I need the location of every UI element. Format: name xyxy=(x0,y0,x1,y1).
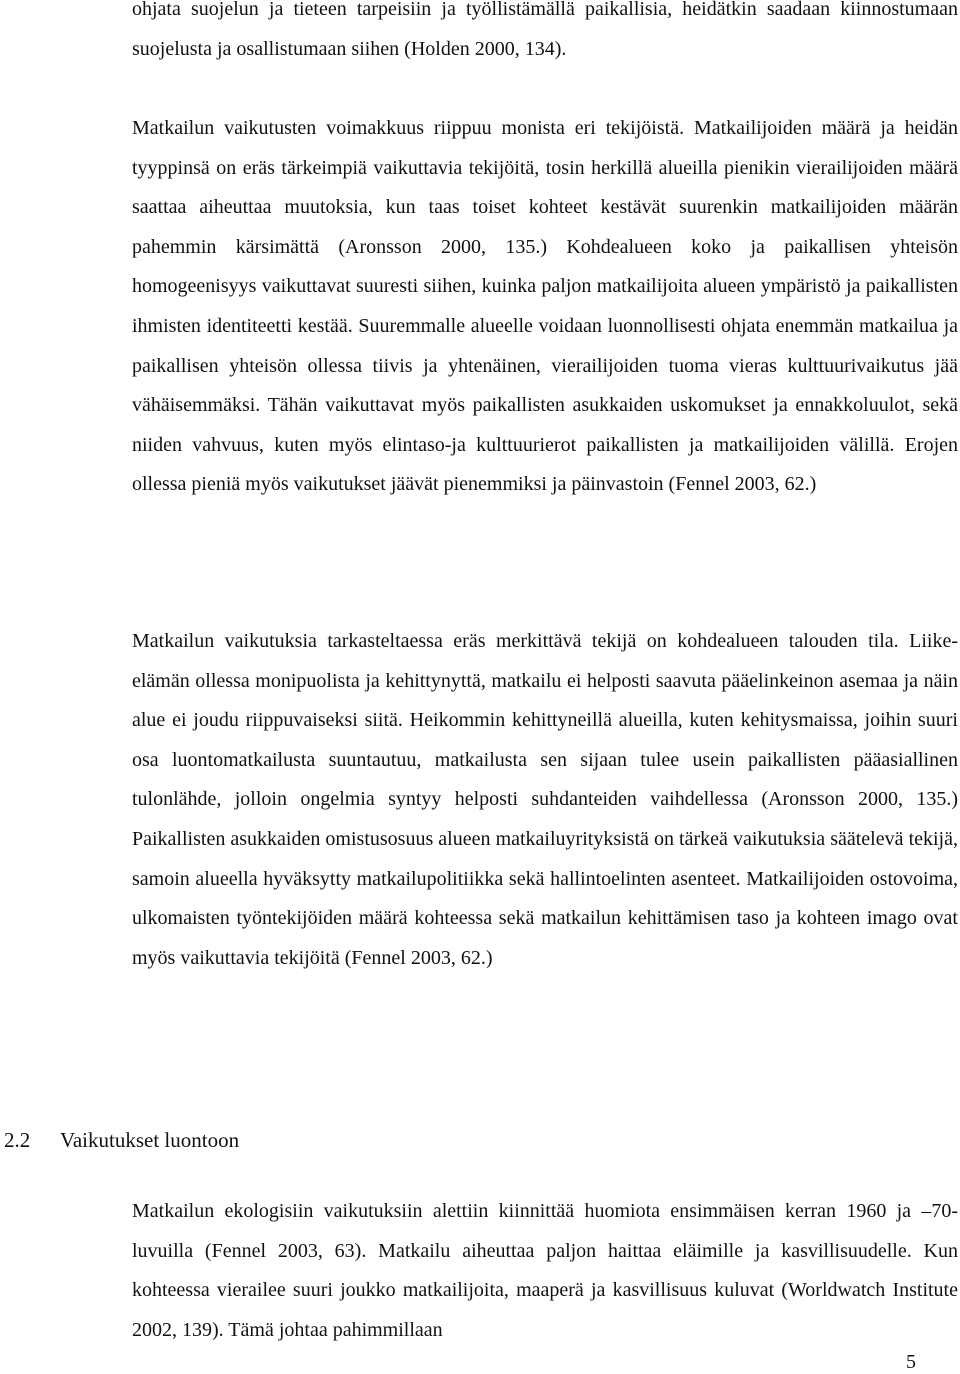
paragraph-ecological: Matkailun ekologisiin vaikutuksiin alettiin kiinnittää huomiota ensimmäisen kerran 1960 ja –70- luvuilla (Fennel 2003, 63). Matkailu aiheuttaa paljon haittaa eläimille ja kasvillisuudelle. Kun kohteessa vierailee suuri joukko matkailijoita, maaperä ja kasvillisuus kuluvat (Worldwatch Institute 2002, 139). Tämä johtaa pahimmillaan xyxy=(132,1200,958,1341)
paragraph-holden: ohjata suojelun ja tieteen tarpeisiin ja työllistämällä paikallisia, heidätkin saadaan kiinnostumaan suojelusta ja osallistumaan siihen (Holden 2000, 134). xyxy=(132,0,958,60)
paragraph-impact-strength: Matkailun vaikutusten voimakkuus riippuu monista eri tekijöistä. Matkailijoiden määrä ja heidän tyyppinsä on eräs tärkeimpiä vaikuttavia tekijöitä, tosin herkillä alueilla pienikin vierailijoiden määrä saattaa aiheuttaa muutoksia, kun taas toiset kohteet kestävät suurenkin matkailijoiden määrän pahemmin kärsimättä (Aronsson 2000, 135.) Kohdealueen koko ja paikallisen yhteisön homogeenisyys vaikuttavat suuresti siihen, kuinka paljon matkailijoita alueen ympäristö ja paikallisten ihmisten identiteetti kestää. Suuremmalle alueelle voidaan luonnollisesti ohjata enemmän matkailua ja paikallisen yhteisön ollessa tiivis ja yhtenäinen, vierailijoiden tuoma vieras kulttuurivaikutus jää vähäisemmäksi. Tähän vaikuttavat myös paikallisten asukkaiden uskomukset ja ennakkoluulot, sekä niiden vahvuus, kuten myös elintaso-ja kulttuurierot paikallisten ja matkailijoiden välillä. Erojen ollessa pieniä myös vaikutukset jäävät pienemmiksi ja päinvastoin (Fennel 2003, 62.) xyxy=(132,117,958,496)
section-title: Vaikutukset luontoon xyxy=(60,1128,240,1152)
section-number: 2.2 xyxy=(4,1128,31,1152)
paragraph-economy: Matkailun vaikutuksia tarkasteltaessa eräs merkittävä tekijä on kohdealueen talouden tila. Liike-elämän ollessa monipuolista ja kehittynyttä, matkailu ei helposti saavuta pääelinkeinon asemaa ja näin alue ei joudu riippuvaiseksi siitä. Heikommin kehittyneillä alueilla, kuten kehitysmaissa, joihin suuri osa luontomatkailusta suuntautuu, matkailusta sen sijaan tulee usein paikallisten pääasiallinen tulonlähde, jolloin ongelmia syntyy helposti suhdanteiden vaihdellessa (Aronsson 2000, 135.) Paikallisten asukkaiden omistusosuus alueen matkailuyrityksistä on tärkeä vaikutuksia säätelevä tekijä, samoin alueella hyväksytty matkailupolitiikka sekä hallintoelinten asenteet. Matkailijoiden ostovoima, ulkomaisten työntekijöiden määrä kohteessa sekä matkailun kehittämisen taso ja kohteen imago ovat myös vaikuttavia tekijöitä (Fennel 2003, 62.) xyxy=(132,630,958,969)
section-heading xyxy=(4,1126,239,1154)
page-number: 5 xyxy=(906,1351,916,1373)
